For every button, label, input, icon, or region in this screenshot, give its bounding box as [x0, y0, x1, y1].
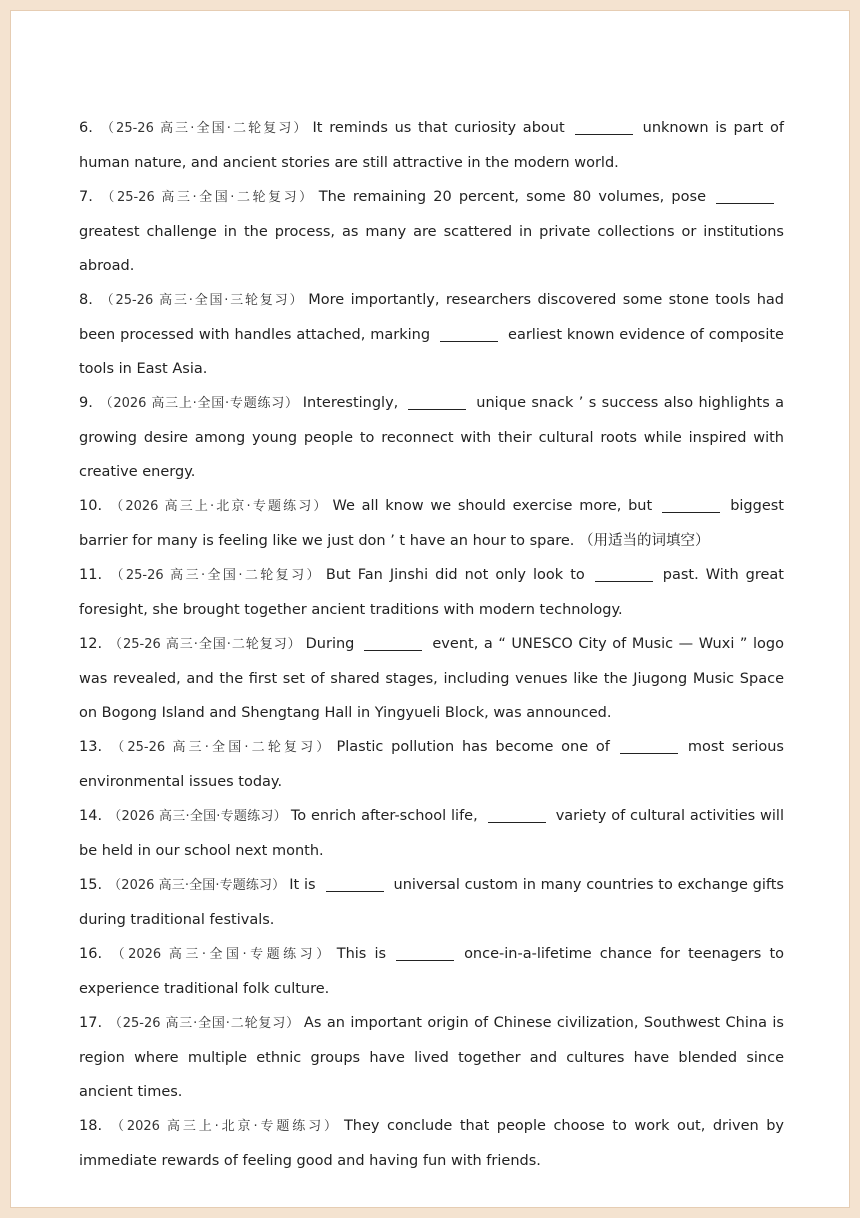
question-number: 18. [79, 1118, 103, 1134]
question-source: （2026 高三上·北京·专题练习） [108, 1119, 340, 1134]
question-number: 16. [79, 946, 103, 962]
question-text-before: To enrich after-school life, [290, 808, 478, 824]
answer-blank[interactable] [595, 580, 653, 582]
question-number: 15. [79, 877, 103, 893]
question-source: （25-26 高三·全国·二轮复习） [108, 1016, 300, 1031]
answer-blank[interactable] [575, 133, 633, 135]
question-text-before: During [305, 636, 355, 652]
worksheet-page [10, 10, 850, 1208]
question-text-before: Interestingly, [302, 395, 399, 411]
question-number: 7. [79, 189, 93, 205]
question-8 [79, 283, 784, 386]
question-text-before: This is [336, 946, 387, 962]
question-text-before: It reminds us that curiosity about [312, 120, 565, 136]
answer-blank[interactable] [716, 202, 774, 204]
question-14 [79, 799, 784, 868]
question-source: （2026 高三·全国·专题练习） [108, 947, 333, 962]
question-number: 13. [79, 739, 103, 755]
question-number: 9. [79, 395, 93, 411]
question-text-before: It is [289, 877, 316, 893]
question-source: （2026 高三上·北京·专题练习） [108, 499, 329, 514]
answer-blank[interactable] [440, 340, 498, 342]
question-text-after: unique snack ’ s success also highlights a growing desire among young people to reconnect with their cultural roots while inspired with creative energy. [79, 395, 785, 480]
question-7 [79, 180, 784, 283]
question-source: （25-26 高三·全国·三轮复习） [98, 293, 305, 308]
question-number: 12. [79, 636, 103, 652]
question-text-before: More importantly, researchers discovered some stone tools had been processed with handles attached, marking [79, 292, 784, 343]
question-source: （2026 高三·全国·专题练习） [108, 878, 286, 893]
question-source: （25-26 高三·全国·二轮复习） [98, 121, 309, 136]
question-text-after: unknown is part of human nature, and ancient stories are still attractive in the modern world. [79, 120, 784, 171]
question-text-after: earliest known evidence of composite tools in East Asia. [79, 327, 784, 377]
answer-blank[interactable] [326, 890, 384, 892]
answer-blank[interactable] [620, 752, 678, 754]
question-number: 11. [79, 567, 103, 583]
question-source: （2026 高三·全国·专题练习） [108, 809, 287, 824]
question-text-before: The remaining 20 percent, some 80 volumes, pose [318, 189, 706, 205]
question-source: （25-26 高三·全国·二轮复习） [108, 740, 333, 755]
question-15 [79, 868, 784, 937]
question-source: （25-26 高三·全国·二轮复习） [98, 190, 315, 205]
question-number: 14. [79, 808, 103, 824]
answer-blank[interactable] [364, 649, 422, 651]
question-number: 6. [79, 120, 93, 136]
answer-blank[interactable] [488, 821, 546, 823]
answer-blank[interactable] [408, 408, 466, 410]
question-text-after: universal custom in many countries to exchange gifts during traditional festivals. [79, 877, 784, 928]
question-number: 17. [79, 1015, 103, 1031]
question-text-after: biggest barrier for many is feeling like we just don ’ t have an hour to spare. （用适当的词填空） [79, 498, 784, 549]
question-source: （2026 高三上·全国·专题练习） [98, 396, 299, 411]
question-17 [79, 1006, 784, 1109]
question-12 [79, 627, 784, 730]
question-source: （25-26 高三·全国·二轮复习） [108, 568, 322, 583]
question-number: 8. [79, 292, 93, 308]
question-10 [79, 489, 784, 558]
question-9 [79, 386, 784, 489]
question-11 [79, 558, 784, 627]
question-text-after: variety of cultural activities will be held in our school next month. [79, 808, 784, 859]
question-text-after: past. With great foresight, she brought together ancient traditions with modern technology. [79, 567, 784, 618]
question-text-after: most serious environmental issues today. [79, 739, 784, 790]
question-18 [79, 1109, 784, 1178]
question-text-after: greatest challenge in the process, as many are scattered in private collections or institutions abroad. [79, 224, 784, 274]
question-16 [79, 937, 784, 1006]
answer-blank[interactable] [396, 959, 454, 961]
question-text-before: We all know we should exercise more, but [332, 498, 653, 514]
question-text: As an important origin of Chinese civilization, Southwest China is region where multiple ethnic groups have lived together and cultures have blended since ancient times. [79, 1015, 784, 1100]
question-text-before: But Fan Jinshi did not only look to [325, 567, 585, 583]
question-list [79, 111, 784, 1178]
question-number: 10. [79, 498, 103, 514]
question-6 [79, 111, 784, 180]
question-text-before: Plastic pollution has become one of [336, 739, 610, 755]
question-text: They conclude that people choose to work out, driven by immediate rewards of feeling good and having fun with friends. [79, 1118, 784, 1169]
answer-blank[interactable] [662, 511, 720, 513]
question-text-after: once-in-a-lifetime chance for teenagers to experience traditional folk culture. [79, 946, 785, 997]
question-13 [79, 730, 784, 799]
question-source: （25-26 高三·全国·二轮复习） [108, 637, 302, 652]
question-text-after: event, a “ UNESCO City of Music — Wuxi ” logo was revealed, and the first set of shared stages, including venues like the Jiugong Music Space on Bogong Island and Shengtang Hall in Yingyueli Block, was announced. [79, 636, 784, 721]
